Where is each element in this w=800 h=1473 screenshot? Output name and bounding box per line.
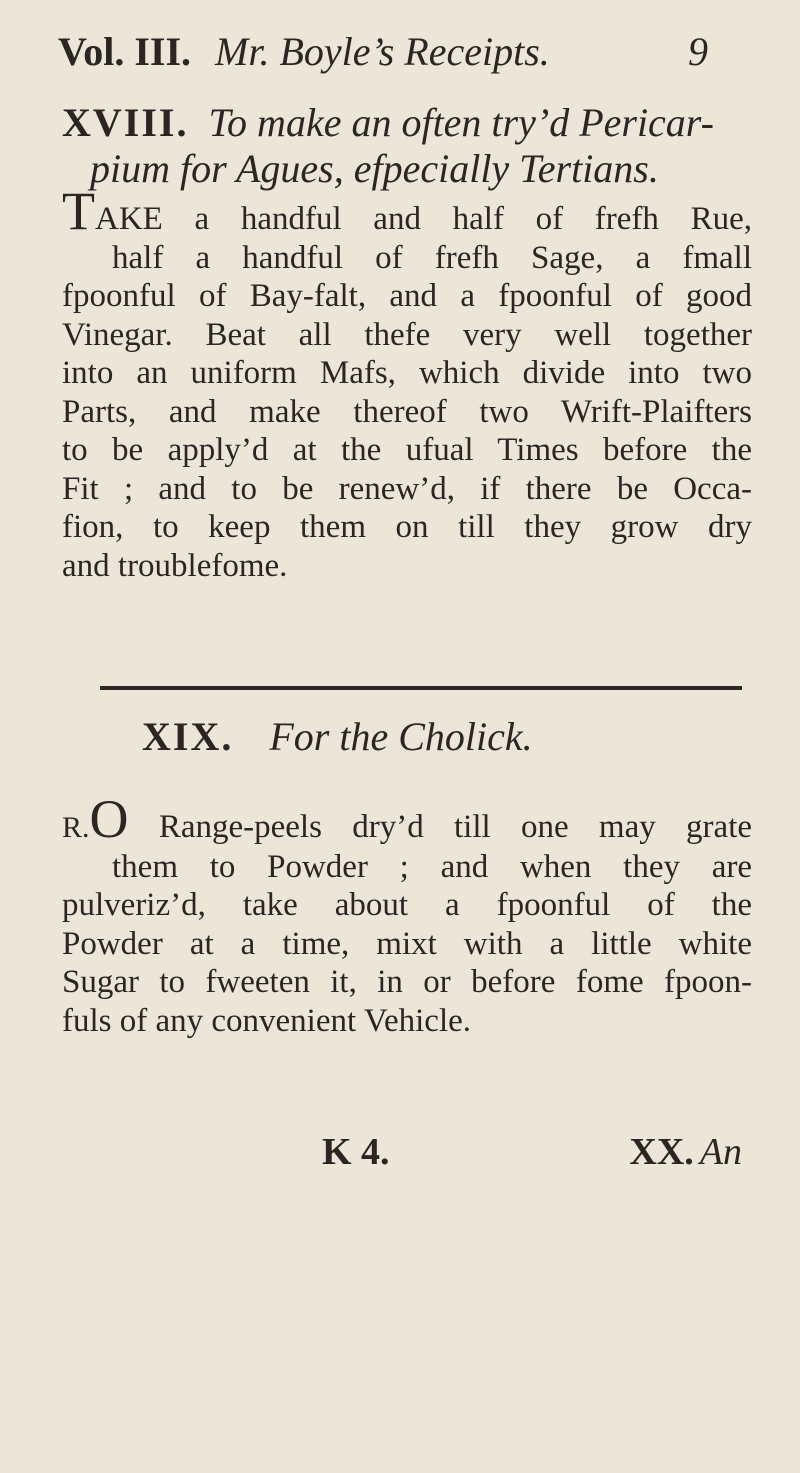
- section-divider: [100, 686, 742, 690]
- page-footer: [322, 1130, 742, 1174]
- receipt-18-number: XVIII.: [62, 100, 189, 145]
- receipt-18-heading: [62, 100, 752, 192]
- drop-capital: T: [62, 181, 95, 241]
- receipt-19-line: pulveriz’d, take about a fpoonful of the: [62, 887, 752, 923]
- catchword-text: An: [699, 1131, 742, 1173]
- catchword-number: XX.: [629, 1131, 694, 1173]
- drop-capital: O: [89, 789, 129, 849]
- receipt-18-line: and troublefome.: [62, 547, 288, 584]
- receipt-18-line: to be apply’d at the ufual Times before the: [62, 432, 752, 468]
- recipe-prefix: R.: [62, 811, 90, 844]
- receipt-18-title-line2: pium for Agues, efpecially Tertians.: [90, 146, 659, 191]
- volume-label: Vol. III.: [58, 29, 192, 74]
- receipt-18-line: Parts, and make thereof two Wrift-Plaifters: [62, 393, 752, 430]
- receipt-19-heading: [142, 714, 800, 760]
- receipt-18-line: Vinegar. Beat all thefe very well together: [62, 316, 752, 353]
- receipt-18-body: [62, 181, 752, 585]
- page-number: 9: [688, 29, 708, 74]
- receipt-19-number: XIX.: [142, 714, 234, 759]
- receipt-18-line: TAKE a handful and half of frefh Rue,: [62, 181, 752, 241]
- receipt-19-line: fuls of any convenient Vehicle.: [62, 1002, 472, 1039]
- catchword: [629, 1130, 742, 1174]
- receipt-18-line: half a handful of frefh Sage, a fmall: [112, 239, 752, 276]
- receipt-18-line: into an uniform Mafs, which divide into two: [62, 355, 752, 391]
- receipt-18-line: fpoonful of Bay-falt, and a fpoonful of good: [62, 278, 752, 314]
- running-title: Mr. Boyle’s Receipts.: [215, 29, 550, 74]
- receipt-19-line: them to Powder ; and when they are: [112, 848, 752, 885]
- receipt-19-line: Sugar to fweeten it, in or before fome fpoon-: [62, 964, 752, 1000]
- receipt-19-body: [62, 789, 753, 1040]
- receipt-19-line: R.O Range-peels dry’d till one may grate: [62, 789, 753, 849]
- receipt-18-title-line1: To make an often try’d Pericar-: [208, 100, 714, 145]
- receipt-19-title: For the Cholick.: [269, 714, 533, 759]
- receipt-18-line: Fit ; and to be renew’d, if there be Occa-: [62, 470, 752, 507]
- receipt-18-line: fion, to keep them on till they grow dry: [62, 509, 752, 545]
- running-head: [58, 28, 748, 75]
- receipt-19-line: Powder at a time, mixt with a little white: [62, 925, 752, 962]
- signature-mark: K 4.: [322, 1131, 390, 1173]
